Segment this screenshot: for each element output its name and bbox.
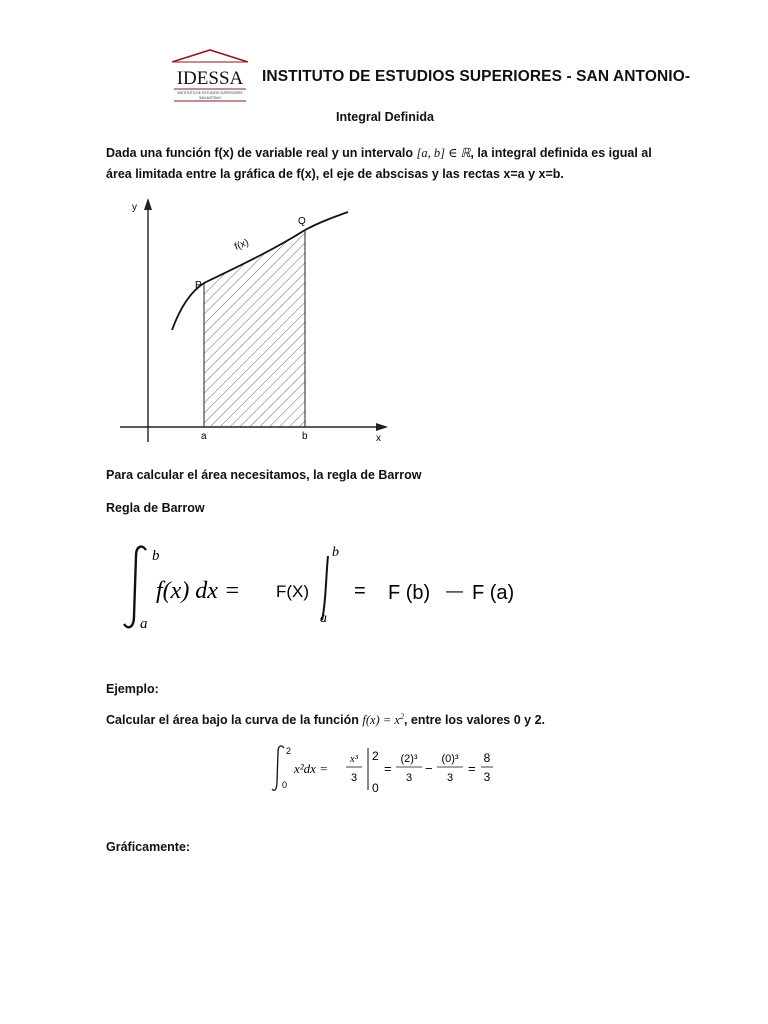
example-integrand: x²dx = <box>294 761 328 776</box>
barrow-upper-limit: b <box>152 548 160 564</box>
curve-label: f(x) <box>233 237 251 253</box>
example-heading: Ejemplo: <box>106 682 159 696</box>
example-function <box>362 713 404 727</box>
example-equals-1: = <box>384 761 392 776</box>
frac3-numerator: (0)³ <box>441 753 459 765</box>
rule-heading: Regla de Barrow <box>106 501 205 515</box>
example-lower-limit: 0 <box>282 780 288 790</box>
logo-text: IDESSA <box>176 68 244 89</box>
barrow-eval-lower: a <box>320 611 327 626</box>
y-axis-label: y <box>132 202 137 213</box>
example-statement <box>106 712 545 728</box>
intro-paragraph <box>106 143 666 185</box>
barrow-equals: = <box>354 580 366 602</box>
example-eval-lower: 0 <box>372 781 379 795</box>
graph-heading: Gráficamente: <box>106 840 191 854</box>
barrow-antiderivative: F(X) <box>276 582 310 601</box>
logo <box>170 48 250 102</box>
x-axis-label: x <box>376 433 381 444</box>
area-graph-svg <box>108 192 398 450</box>
shaded-area <box>204 222 305 427</box>
intro-text-2: , la integral definida es igual al área limitada entre la gráfica de f(x), el eje de abscisas y las rectas x=a y x=b. <box>106 146 652 181</box>
frac1-denominator: 3 <box>350 772 358 784</box>
barrow-formula-svg <box>116 534 536 644</box>
barrow-fa: F (a) <box>472 582 515 604</box>
example-equals-2: = <box>468 761 476 776</box>
page-title: Integral Definida <box>336 110 434 124</box>
example-upper-limit: 2 <box>286 746 292 756</box>
frac2-numerator: (2)³ <box>400 753 418 765</box>
result-denominator: 3 <box>483 770 491 784</box>
point-p-label: P <box>195 280 202 291</box>
area-sentence: Para calcular el área necesitamos, la regla de Barrow <box>106 468 422 482</box>
example-formula <box>270 742 510 800</box>
frac2-denominator: 3 <box>405 772 413 784</box>
example-minus: − <box>425 761 433 776</box>
x-axis-arrow <box>376 423 388 431</box>
result-numerator: 8 <box>483 751 491 765</box>
example-text-2: , entre los valores 0 y 2. <box>403 713 545 728</box>
example-text-1: Calcular el área bajo la curva de la función <box>106 713 363 728</box>
example-eval-upper: 2 <box>372 749 379 763</box>
tick-a-label: a <box>201 431 207 442</box>
intro-text-1: Dada una función f(x) de variable real y un intervalo <box>106 146 417 160</box>
point-q-label: Q <box>298 216 306 227</box>
frac1-numerator: x³ <box>349 753 359 765</box>
area-graph <box>108 192 398 450</box>
logo-graphic <box>170 48 250 102</box>
frac3-denominator: 3 <box>446 772 454 784</box>
tick-b-label: b <box>302 431 308 442</box>
example-function-exponent: 2 <box>399 712 404 721</box>
barrow-lower-limit: a <box>140 616 148 632</box>
institute-name: INSTITUTO DE ESTUDIOS SUPERIORES - SAN ANTONIO- <box>262 68 691 85</box>
barrow-eval-upper: b <box>332 545 339 560</box>
barrow-minus: — <box>446 581 463 600</box>
logo-subtext-2: SAN ANTONIO <box>199 96 221 100</box>
example-formula-svg <box>270 742 510 800</box>
logo-subtext: INSTITUTO DE ESTUDIOS SUPERIORES <box>177 91 243 95</box>
example-function-base: f(x) = x <box>362 713 400 728</box>
barrow-formula <box>116 534 536 644</box>
y-axis-arrow <box>144 198 152 210</box>
barrow-integrand: f(x) dx = <box>156 578 241 604</box>
barrow-fb: F (b) <box>388 582 431 604</box>
intro-interval: [a, b] ∈ ℝ <box>416 146 471 160</box>
